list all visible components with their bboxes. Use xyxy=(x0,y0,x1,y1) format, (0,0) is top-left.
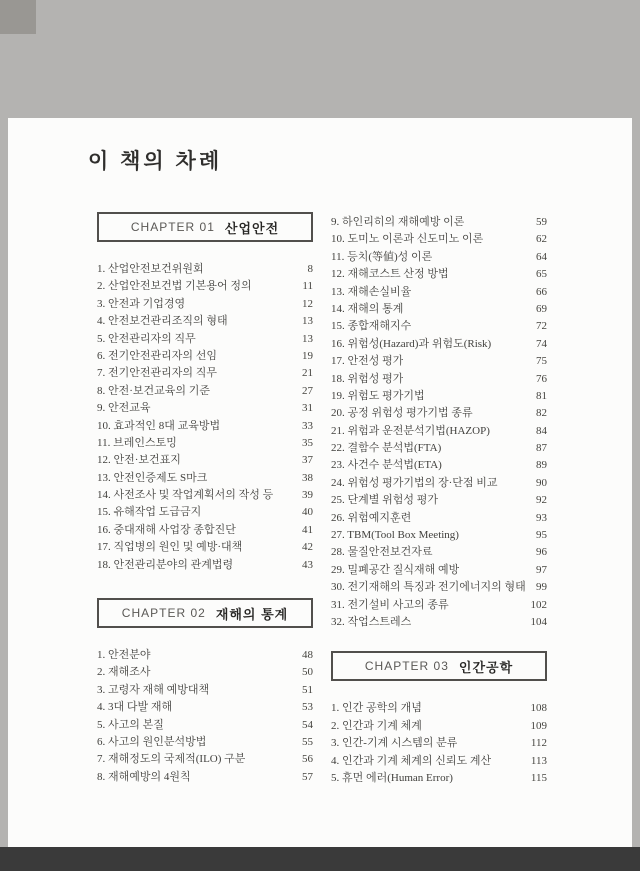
toc-entry-title: 3. 안전과 기업경영 xyxy=(97,297,186,310)
toc-entry-page: 99 xyxy=(536,581,547,594)
toc-entry-page: 66 xyxy=(536,285,547,298)
toc-entry-title: 13. 안전인증제도 S마크 xyxy=(97,471,208,484)
toc-entry-page: 53 xyxy=(302,701,313,714)
toc-entry xyxy=(331,318,547,335)
toc-entry xyxy=(331,457,547,474)
toc-entry xyxy=(97,418,313,435)
toc-entry xyxy=(97,487,313,504)
toc-entry xyxy=(97,331,313,348)
toc-entry-page: 42 xyxy=(302,541,313,554)
toc-entry-title: 3. 인간-기계 시스템의 분류 xyxy=(331,737,458,750)
toc-entry-page: 54 xyxy=(302,718,313,731)
toc-entry-page: 64 xyxy=(536,250,547,263)
toc-entry-page: 39 xyxy=(302,489,313,502)
toc-entry xyxy=(331,423,547,440)
toc-entry xyxy=(331,284,547,301)
toc-entry-page: 102 xyxy=(530,598,547,611)
chapter-heading xyxy=(97,212,313,242)
toc-entry-page: 11 xyxy=(302,280,313,293)
toc-entry xyxy=(97,717,313,734)
toc-entry xyxy=(331,440,547,457)
toc-entry xyxy=(97,539,313,556)
toc-entry-title: 23. 사건수 분석법(ETA) xyxy=(331,459,442,472)
toc-entry xyxy=(331,614,547,631)
toc-entry-title: 1. 인간 공학의 개념 xyxy=(331,702,422,715)
chapter-title: 재해의 통계 xyxy=(215,606,289,622)
toc-entry-page: 69 xyxy=(536,302,547,315)
toc-entry xyxy=(97,769,313,786)
toc-entry xyxy=(331,249,547,266)
toc-entry-title: 8. 재해예방의 4원칙 xyxy=(97,770,191,783)
toc-entry-page: 89 xyxy=(536,459,547,472)
toc-entry-page: 40 xyxy=(302,506,313,519)
toc-entry xyxy=(97,452,313,469)
toc-entry-page: 13 xyxy=(302,315,313,328)
toc-entry-page: 108 xyxy=(530,702,547,715)
toc-entry-title: 10. 도미노 이론과 신도미노 이론 xyxy=(331,233,484,246)
toc-entry-page: 33 xyxy=(302,419,313,432)
toc-entry-page: 59 xyxy=(536,216,547,228)
toc-entry-page: 41 xyxy=(302,523,313,536)
toc-item-list xyxy=(97,261,313,574)
toc-entry-page: 82 xyxy=(536,407,547,420)
toc-entry-title: 12. 재해코스트 산정 방법 xyxy=(331,268,449,281)
toc-entry xyxy=(97,348,313,365)
corner-shade xyxy=(0,0,36,34)
toc-entry xyxy=(331,597,547,614)
toc-entry xyxy=(97,504,313,521)
toc-entry-page: 35 xyxy=(302,436,313,449)
toc-entry xyxy=(97,751,313,768)
toc-entry-title: 15. 유해작업 도급금지 xyxy=(97,506,202,519)
toc-entry-title: 4. 3대 다발 재해 xyxy=(97,701,173,714)
toc-entry-title: 18. 위험성 평가 xyxy=(331,372,404,385)
toc-entry xyxy=(97,699,313,716)
toc-entry-title: 2. 재해조사 xyxy=(97,666,151,679)
toc-entry-title: 8. 안전·보건교육의 기준 xyxy=(97,384,211,397)
toc-entry xyxy=(97,682,313,699)
toc-entry xyxy=(331,266,547,283)
toc-item-list xyxy=(331,214,547,631)
toc-entry xyxy=(331,214,547,231)
toc-entry-page: 93 xyxy=(536,511,547,524)
toc-entry-page: 97 xyxy=(536,563,547,576)
chapter-heading xyxy=(97,598,313,628)
toc-entry xyxy=(97,734,313,751)
toc-entry xyxy=(331,579,547,596)
toc-entry-page: 75 xyxy=(536,355,547,368)
toc-entry xyxy=(97,261,313,278)
toc-entry xyxy=(331,510,547,527)
toc-entry xyxy=(97,522,313,539)
toc-entry xyxy=(97,557,313,574)
toc-entry-page: 37 xyxy=(302,454,313,467)
toc-entry-page: 31 xyxy=(302,402,313,415)
toc-entry-title: 4. 인간과 기계 체계의 신뢰도 계산 xyxy=(331,754,492,767)
toc-entry-page: 13 xyxy=(302,332,313,345)
toc-entry-page: 43 xyxy=(302,558,313,571)
toc-column-left xyxy=(97,212,313,810)
toc-entry-page: 57 xyxy=(302,770,313,783)
toc-entry xyxy=(97,470,313,487)
toc-entry-title: 5. 안전관리자의 직무 xyxy=(97,332,196,345)
toc-entry-title: 4. 안전보건관리조직의 형태 xyxy=(97,315,228,328)
toc-entry-title: 7. 재해정도의 국제적(ILO) 구분 xyxy=(97,753,246,766)
toc-entry-title: 17. 안전성 평가 xyxy=(331,355,404,368)
chapter-title: 산업안전 xyxy=(224,220,280,236)
toc-entry-page: 72 xyxy=(536,320,547,333)
toc-entry xyxy=(97,383,313,400)
toc-entry-page: 48 xyxy=(302,649,313,662)
toc-entry-page: 109 xyxy=(530,719,547,732)
toc-column-right xyxy=(331,214,547,807)
toc-entry-title: 2. 인간과 기계 체계 xyxy=(331,719,422,732)
toc-entry xyxy=(97,400,313,417)
toc-entry-title: 21. 위험과 운전분석기법(HAZOP) xyxy=(331,424,490,437)
toc-entry xyxy=(97,296,313,313)
bottom-bar xyxy=(0,847,640,871)
toc-entry-title: 20. 공정 위험성 평가기법 종류 xyxy=(331,407,473,420)
toc-entry-title: 11. 브레인스토밍 xyxy=(97,436,177,449)
toc-entry-title: 15. 종합재해지수 xyxy=(331,320,412,333)
toc-entry xyxy=(331,718,547,735)
toc-item-list xyxy=(97,647,313,786)
toc-entry-title: 1. 산업안전보건위원회 xyxy=(97,263,204,275)
toc-entry-page: 8 xyxy=(307,263,313,275)
toc-entry-title: 5. 사고의 본질 xyxy=(97,718,164,731)
toc-entry xyxy=(97,664,313,681)
toc-entry-page: 21 xyxy=(302,367,313,380)
toc-entry-page: 55 xyxy=(302,735,313,748)
toc-entry-title: 16. 위험성(Hazard)과 위험도(Risk) xyxy=(331,337,492,350)
toc-entry-page: 96 xyxy=(536,546,547,559)
chapter-heading xyxy=(331,651,547,681)
toc-entry xyxy=(331,753,547,770)
toc-entry-title: 5. 휴먼 에러(Human Error) xyxy=(331,771,453,784)
toc-entry-title: 26. 위험예지훈련 xyxy=(331,511,412,524)
toc-entry-page: 112 xyxy=(530,737,547,750)
toc-entry xyxy=(331,371,547,388)
toc-entry-title: 12. 안전·보건표지 xyxy=(97,454,181,467)
toc-entry-page: 81 xyxy=(536,389,547,402)
toc-entry xyxy=(331,231,547,248)
toc-entry-title: 13. 재해손실비율 xyxy=(331,285,412,298)
toc-entry-title: 1. 안전분야 xyxy=(97,649,151,662)
chapter-label: CHAPTER 01 xyxy=(130,220,215,234)
toc-entry-title: 29. 밀폐공간 질식재해 예방 xyxy=(331,563,460,576)
toc-entry-title: 16. 중대재해 사업장 종합진단 xyxy=(97,523,236,536)
toc-entry-title: 14. 사전조사 및 작업계획서의 작성 등 xyxy=(97,489,274,502)
toc-entry xyxy=(97,647,313,664)
toc-entry-page: 104 xyxy=(530,615,547,628)
toc-entry-title: 19. 위험도 평가기법 xyxy=(331,389,425,402)
toc-entry-page: 56 xyxy=(302,753,313,766)
toc-entry-title: 10. 효과적인 8대 교육방법 xyxy=(97,419,221,432)
toc-entry xyxy=(331,527,547,544)
toc-entry-page: 87 xyxy=(536,442,547,455)
toc-entry-title: 27. TBM(Tool Box Meeting) xyxy=(331,529,459,542)
toc-entry xyxy=(331,700,547,717)
toc-entry-page: 95 xyxy=(536,529,547,542)
toc-entry xyxy=(331,770,547,787)
toc-entry-title: 6. 사고의 원인분석방법 xyxy=(97,735,207,748)
toc-entry-page: 74 xyxy=(536,337,547,350)
toc-entry xyxy=(331,388,547,405)
toc-entry-title: 24. 위험성 평가기법의 장·단점 비교 xyxy=(331,476,498,489)
toc-entry-title: 9. 하인리히의 재해예방 이론 xyxy=(331,216,465,228)
toc-entry xyxy=(331,492,547,509)
toc-entry-title: 9. 안전교육 xyxy=(97,402,151,415)
chapter-label: CHAPTER 03 xyxy=(364,659,449,674)
toc-entry-page: 113 xyxy=(530,754,547,767)
toc-entry-title: 14. 재해의 통계 xyxy=(331,302,404,315)
toc-entry-page: 65 xyxy=(536,268,547,281)
toc-entry-page: 38 xyxy=(302,471,313,484)
toc-entry-title: 11. 등치(等値)성 이론 xyxy=(331,250,433,263)
toc-entry-title: 3. 고령자 재해 예방대책 xyxy=(97,683,210,696)
toc-entry xyxy=(97,435,313,452)
toc-entry xyxy=(331,336,547,353)
toc-entry-page: 90 xyxy=(536,476,547,489)
toc-entry-page: 84 xyxy=(536,424,547,437)
toc-entry-title: 32. 작업스트레스 xyxy=(331,615,412,628)
toc-entry-title: 2. 산업안전보건법 기본용어 정의 xyxy=(97,280,252,293)
toc-entry xyxy=(331,562,547,579)
toc-entry-page: 51 xyxy=(302,683,313,696)
toc-entry-page: 27 xyxy=(302,384,313,397)
toc-entry xyxy=(331,475,547,492)
toc-entry-title: 22. 결함수 분석법(FTA) xyxy=(331,442,442,455)
toc-entry-title: 25. 단계별 위험성 평가 xyxy=(331,494,439,507)
toc-entry-title: 17. 직업병의 원인 및 예방·대책 xyxy=(97,541,243,554)
toc-entry xyxy=(97,365,313,382)
toc-entry-page: 92 xyxy=(536,494,547,507)
toc-entry xyxy=(331,405,547,422)
toc-entry-page: 115 xyxy=(530,771,547,784)
toc-entry xyxy=(97,313,313,330)
toc-entry-title: 7. 전기안전관리자의 직무 xyxy=(97,367,218,380)
toc-entry-title: 28. 물질안전보건자료 xyxy=(331,546,433,559)
chapter-title: 인간공학 xyxy=(458,659,514,675)
toc-entry-title: 18. 안전관리분야의 관계법령 xyxy=(97,558,234,571)
toc-entry xyxy=(331,544,547,561)
toc-entry xyxy=(331,735,547,752)
toc-entry-title: 6. 전기안전관리자의 선임 xyxy=(97,349,218,362)
toc-entry xyxy=(331,353,547,370)
chapter-label: CHAPTER 02 xyxy=(121,606,206,621)
toc-entry-page: 50 xyxy=(302,666,313,679)
page-title: 이 책의 차례 xyxy=(88,150,223,174)
toc-entry-page: 76 xyxy=(536,372,547,385)
toc-entry-title: 30. 전기재해의 특징과 전기에너지의 형태 xyxy=(331,581,526,594)
toc-entry-title: 31. 전기설비 사고의 종류 xyxy=(331,598,449,611)
toc-entry xyxy=(97,278,313,295)
toc-entry xyxy=(331,301,547,318)
toc-entry-page: 19 xyxy=(302,349,313,362)
toc-item-list xyxy=(331,700,547,787)
toc-entry-page: 62 xyxy=(536,233,547,246)
toc-entry-page: 12 xyxy=(302,297,313,310)
